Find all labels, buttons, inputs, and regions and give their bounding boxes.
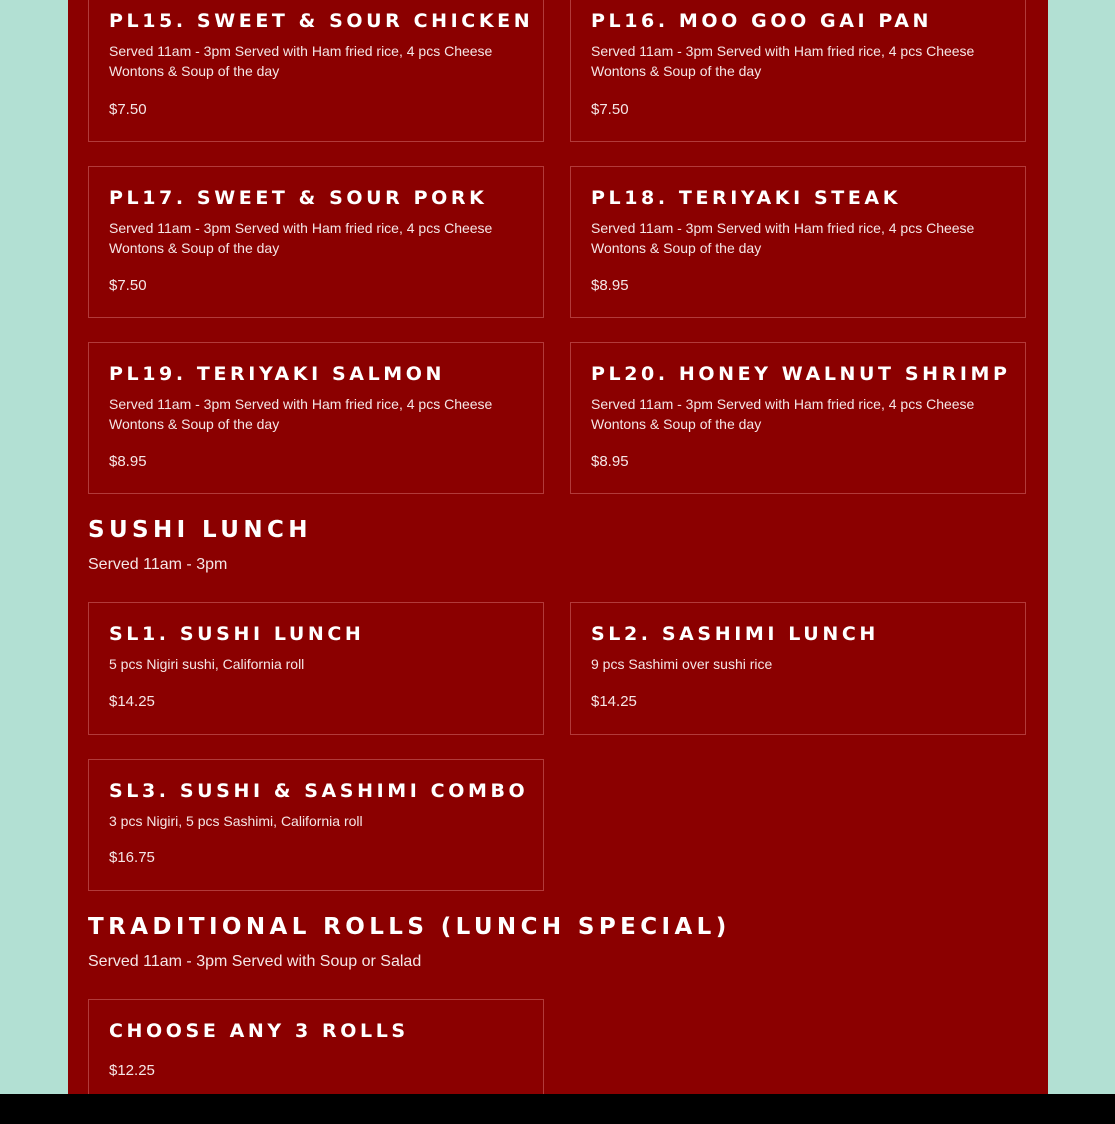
section-subtitle-sushi-lunch: Served 11am - 3pm bbox=[88, 556, 228, 573]
menu-item-title: PL15. SWEET & SOUR CHICKEN bbox=[109, 10, 534, 32]
menu-item-title: PL18. TERIYAKI STEAK bbox=[591, 187, 902, 209]
menu-item-price: $7.50 bbox=[109, 277, 147, 294]
menu-item-card bbox=[570, 0, 1026, 142]
menu-item-card bbox=[570, 602, 1026, 735]
menu-item-description: 5 pcs Nigiri sushi, California roll bbox=[109, 656, 305, 672]
menu-item-card bbox=[570, 342, 1026, 494]
section-subtitle-traditional-rolls: Served 11am - 3pm Served with Soup or Salad bbox=[88, 953, 422, 970]
menu-item-description: 9 pcs Sashimi over sushi rice bbox=[591, 656, 773, 672]
menu-item-description: Served 11am - 3pm Served with Ham fried rice, 4 pcs Cheese Wontons & Soup of the day bbox=[591, 43, 975, 79]
section-title-sushi-lunch: SUSHI LUNCH bbox=[88, 517, 312, 543]
section-title-traditional-rolls: TRADITIONAL ROLLS (LUNCH SPECIAL) bbox=[88, 914, 731, 940]
menu-item-card bbox=[88, 166, 544, 318]
menu-item-price: $14.25 bbox=[591, 693, 637, 710]
menu-item-card bbox=[88, 342, 544, 494]
menu-item-card bbox=[88, 602, 544, 735]
menu-item-description: Served 11am - 3pm Served with Ham fried rice, 4 pcs Cheese Wontons & Soup of the day bbox=[109, 220, 493, 256]
menu-item-description: Served 11am - 3pm Served with Ham fried rice, 4 pcs Cheese Wontons & Soup of the day bbox=[591, 396, 975, 432]
menu-item-title: SL3. SUSHI & SASHIMI COMBO bbox=[109, 780, 529, 802]
menu-item-price: $8.95 bbox=[591, 277, 629, 294]
menu-item-title: SL2. SASHIMI LUNCH bbox=[591, 623, 879, 645]
menu-item-title: PL19. TERIYAKI SALMON bbox=[109, 363, 446, 385]
menu-item-price: $7.50 bbox=[109, 101, 147, 118]
menu-item-price: $14.25 bbox=[109, 693, 155, 710]
menu-item-price: $7.50 bbox=[591, 101, 629, 118]
menu-item-description: Served 11am - 3pm Served with Ham fried rice, 4 pcs Cheese Wontons & Soup of the day bbox=[109, 43, 493, 79]
bottom-bar bbox=[0, 1094, 1115, 1124]
menu-item-card bbox=[88, 999, 544, 1094]
menu-item-title: PL16. MOO GOO GAI PAN bbox=[591, 10, 933, 32]
menu-item-title: PL20. HONEY WALNUT SHRIMP bbox=[591, 363, 1011, 385]
menu-item-card bbox=[570, 166, 1026, 318]
menu-item-title: CHOOSE ANY 3 ROLLS bbox=[109, 1020, 409, 1042]
menu-item-description: Served 11am - 3pm Served with Ham fried rice, 4 pcs Cheese Wontons & Soup of the day bbox=[109, 396, 493, 432]
menu-item-description: Served 11am - 3pm Served with Ham fried rice, 4 pcs Cheese Wontons & Soup of the day bbox=[591, 220, 975, 256]
menu-item-title: PL17. SWEET & SOUR PORK bbox=[109, 187, 488, 209]
menu-panel bbox=[68, 0, 1048, 1094]
menu-item-title: SL1. SUSHI LUNCH bbox=[109, 623, 365, 645]
menu-item-price: $12.25 bbox=[109, 1062, 155, 1079]
menu-item-description: 3 pcs Nigiri, 5 pcs Sashimi, California roll bbox=[109, 813, 363, 829]
menu-item-price: $8.95 bbox=[591, 453, 629, 470]
menu-item-price: $8.95 bbox=[109, 453, 147, 470]
menu-item-card bbox=[88, 759, 544, 891]
menu-item-card bbox=[88, 0, 544, 142]
menu-item-price: $16.75 bbox=[109, 849, 155, 866]
